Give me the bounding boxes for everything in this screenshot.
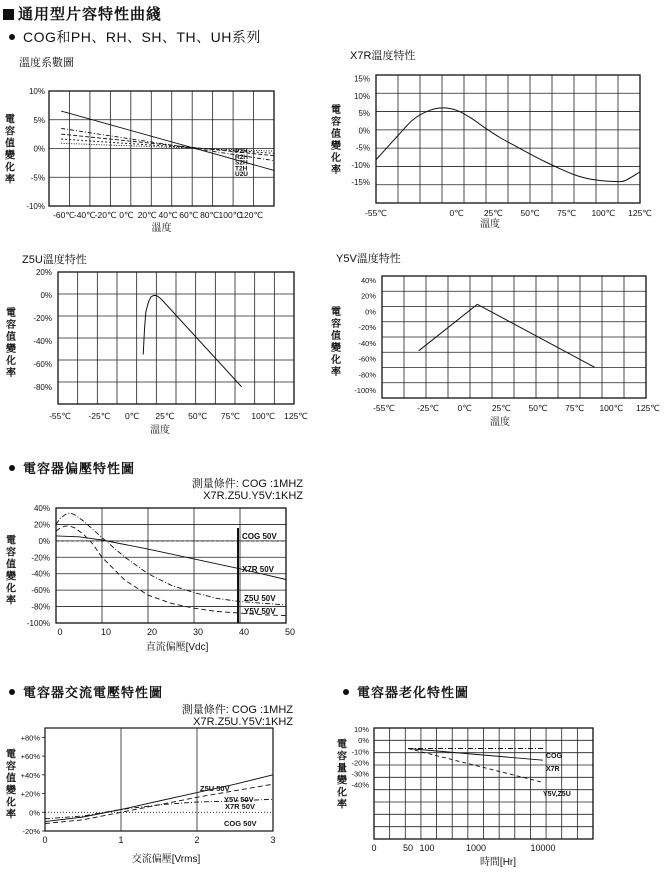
x-tick-label: 0℃ (119, 210, 134, 220)
y-tick-label: -10% (351, 160, 370, 170)
y-axis-label-char: 率 (331, 165, 341, 176)
y-axis-label-char: 化 (6, 583, 16, 595)
y-axis-label-char: 變 (337, 775, 347, 787)
page-title: 通用型片容特性曲綫 (3, 3, 162, 24)
x-tick-label: 30 (192, 627, 204, 637)
x-axis-label: 直流偏壓[Vdc] (145, 642, 209, 653)
y-axis-label (330, 103, 341, 176)
x-tick-label: 40 (238, 627, 250, 637)
y-tick-label: +80% (20, 733, 40, 743)
series-label: COG 50V (224, 819, 257, 828)
y-tick-label: -100% (354, 386, 376, 396)
y-axis-label-char: 率 (337, 799, 347, 811)
x-tick-label: 2 (194, 835, 200, 845)
y-tick-label: 5% (358, 109, 370, 119)
y-tick-label: 0% (40, 290, 52, 300)
y-axis-label-char: 電 (337, 739, 347, 751)
x-tick-label: 0℃ (449, 208, 464, 218)
y-axis-label-char: 變 (6, 785, 16, 797)
y-axis-label-char: 電 (5, 114, 15, 126)
y-tick-label: -40% (351, 780, 369, 790)
y-axis-label (330, 305, 341, 378)
grid (374, 728, 593, 839)
x-tick-label: -25℃ (417, 403, 439, 413)
y-axis-label-char: 變 (6, 571, 16, 583)
y-tick-label: -15% (351, 178, 370, 188)
y-tick-label: -80% (358, 370, 376, 380)
series-line-y5v (419, 304, 595, 367)
series-label: R2H (235, 153, 249, 161)
series-label: Z5U 50V (200, 784, 230, 793)
x-tick-label: -25℃ (88, 411, 111, 421)
series-label: S2H (235, 159, 248, 167)
series-label: X7R (546, 766, 560, 773)
x-tick-label: 0 (57, 627, 63, 637)
y-tick-label: -40% (358, 338, 376, 348)
grid (58, 272, 294, 404)
series-label: U2U (235, 171, 249, 179)
x-tick-label: -60℃ (53, 210, 75, 220)
y-tick-label: -5% (355, 143, 370, 153)
x-tick-label: 50℃ (188, 411, 208, 421)
y-axis-label (4, 113, 15, 186)
y-tick-label: 10% (353, 91, 370, 101)
y-tick-label: 0% (33, 144, 45, 154)
y-axis-label-char: 容 (331, 319, 341, 330)
page-subtitle: COG和PH、RH、SH、TH、UH系列 (9, 27, 261, 47)
ac-condition-line: 測量條件: COG :1MHZ (181, 704, 293, 716)
y-tick-label: -20% (31, 553, 50, 563)
y-tick-label: -80% (33, 382, 52, 392)
x-tick-label: 40℃ (158, 210, 178, 220)
y-tick-label: -60% (33, 359, 52, 369)
y-tick-label: 10% (28, 87, 45, 96)
ac-section-title: 電容器交流電壓特性圖 (9, 682, 163, 701)
y-tick-label: -10% (26, 202, 45, 211)
x-tick-label: 25℃ (483, 208, 503, 218)
grid (382, 276, 646, 398)
x-tick-label: 0℃ (124, 411, 140, 421)
y-tick-label: -60% (31, 586, 50, 596)
y-axis-label-char: 值 (331, 331, 341, 342)
x-tick-label: 100℃ (599, 403, 624, 413)
x-tick-label: 100℃ (251, 411, 276, 421)
z5u-temp-chart (0, 262, 330, 437)
y-tick-label: 5% (33, 115, 45, 125)
y-axis-label-char: 值 (6, 559, 16, 571)
y-tick-label: 15% (353, 74, 370, 84)
x-tick-label: 0 (371, 843, 377, 853)
x-tick-label: -55℃ (365, 208, 387, 218)
y-axis-label-char: 值 (5, 138, 15, 150)
x-tick-label: 10000 (530, 843, 556, 853)
x-tick-label: -55℃ (49, 411, 71, 421)
x-axis-label: 交流偏壓[Vrms] (131, 854, 201, 865)
y-axis-label-char: 值 (331, 129, 341, 140)
x-tick-label: 0℃ (457, 403, 472, 413)
y-axis-label-char: 率 (6, 368, 16, 379)
y-axis-label-char: 率 (5, 174, 15, 186)
series-line-z5u (143, 296, 241, 387)
y-tick-label: 0% (38, 536, 50, 546)
bullet-icon (9, 34, 15, 40)
x-axis-label: 溫度 (480, 219, 500, 230)
y-tick-label: -20% (33, 313, 52, 323)
x-tick-label: 50℃ (520, 208, 540, 218)
y-axis-label (5, 534, 16, 607)
x-tick-label: -20℃ (94, 210, 117, 220)
y5v-temp-chart (325, 268, 669, 438)
x-tick-label: -55℃ (373, 403, 395, 413)
y-axis-label (336, 738, 347, 811)
y-tick-label: -60% (358, 354, 376, 364)
y-axis-label-char: 化 (331, 355, 341, 366)
y-tick-label: +20% (20, 789, 40, 799)
x-tick-label: 125℃ (628, 208, 652, 218)
x-tick-label: 20 (146, 627, 158, 637)
x-tick-label: 1000 (465, 843, 487, 853)
square-bullet-icon (3, 9, 14, 20)
bias-condition-line: X7R.Z5U.Y5V:1KHZ (203, 490, 303, 502)
series-label: X7R 50V (242, 565, 275, 574)
x-tick-label: 25℃ (155, 411, 175, 421)
x-tick-label: 10 (100, 627, 112, 637)
plot-frame (45, 728, 273, 831)
y-axis-label-char: 率 (331, 367, 341, 378)
y-axis-label-char: 容 (6, 761, 16, 773)
y-axis-label-char: 電 (6, 749, 16, 761)
y-axis-label (5, 748, 16, 821)
y-axis-label-char: 電 (331, 307, 341, 318)
y-tick-label: -20% (358, 323, 376, 333)
bias-condition-line: 測量條件: COG :1MHZ (191, 478, 303, 490)
chart-title-cog-temp: 溫度系數圖 (19, 57, 74, 69)
aging-chart (325, 725, 625, 874)
y-axis-label-char: 化 (5, 162, 15, 174)
series-line (56, 513, 286, 605)
y-tick-label: -20% (351, 758, 369, 768)
y-tick-label: 40% (33, 504, 50, 513)
x-tick-label: 125℃ (636, 403, 660, 413)
y-tick-label: 0% (365, 307, 376, 317)
x-tick-label: 20℃ (137, 210, 157, 220)
x-axis-label: 溫度 (151, 223, 172, 234)
aging-section-title: 電容器老化特性圖 (343, 682, 469, 701)
y-axis-label-char: 變 (331, 343, 341, 354)
x-tick-label: 125℃ (284, 411, 308, 421)
y-tick-label: -100% (26, 619, 50, 628)
x-axis-label: 溫度 (490, 417, 510, 428)
x-tick-label: 100℃ (218, 210, 243, 220)
series-label: P2H (235, 148, 248, 155)
x-tick-label: 80℃ (200, 210, 220, 220)
x-tick-label: 120℃ (239, 210, 264, 220)
y-axis-label-char: 量 (337, 763, 347, 775)
dc-bias-chart (0, 500, 310, 660)
y-axis-label-char: 率 (6, 809, 16, 821)
y-tick-label: -40% (33, 336, 52, 346)
y-tick-label: -10% (351, 747, 369, 757)
y-axis-label-char: 電 (331, 105, 341, 116)
y-axis-label-char: 容 (331, 117, 341, 128)
y-tick-label: -20% (22, 827, 40, 836)
bullet-icon (9, 689, 15, 695)
y-axis-label (5, 306, 16, 379)
y-axis-label-char: 電 (6, 535, 16, 547)
x-tick-label: 50℃ (528, 403, 548, 413)
y-axis-label-char: 化 (6, 356, 16, 367)
chart-title-x7r-temp: X7R溫度特性 (350, 50, 416, 62)
y-axis-label-char: 變 (331, 141, 341, 152)
y-tick-label: 0% (358, 736, 369, 746)
y-tick-label: 10% (353, 725, 369, 735)
y-tick-label: -5% (30, 173, 45, 183)
y-axis-label-char: 化 (6, 797, 16, 809)
y-tick-label: 0% (358, 126, 370, 136)
bias-conditions (128, 478, 303, 502)
x-tick-label: 100 (419, 843, 435, 853)
series-label: X7R 50V (225, 802, 256, 811)
x-axis-label: 時間[Hr] (479, 857, 517, 868)
series-line (408, 749, 543, 761)
y-tick-label: +60% (20, 752, 40, 762)
series-label: Y5V 50V (244, 607, 276, 616)
y-axis-label-char: 值 (6, 773, 16, 785)
series-label: T2H (235, 165, 248, 173)
x-tick-label: 3 (270, 835, 276, 845)
bullet-icon (343, 689, 349, 695)
y-axis-label-char: 電 (6, 308, 16, 319)
x-tick-label: 50 (402, 843, 414, 853)
y-tick-label: +40% (20, 770, 40, 780)
x-tick-label: 25℃ (491, 403, 511, 413)
y-axis-label-char: 容 (6, 320, 16, 331)
x-tick-label: -40℃ (73, 210, 96, 220)
x-tick-label: 0 (42, 835, 48, 845)
x-tick-label: 60℃ (179, 210, 199, 220)
y-tick-label: -80% (31, 602, 50, 612)
x-tick-label: 50 (284, 627, 296, 637)
series-label: Y5V 50V (224, 795, 254, 804)
x-tick-label: 75℃ (565, 403, 585, 413)
series-label: Z5U 50V (244, 594, 276, 603)
x-tick-label: 75℃ (557, 208, 577, 218)
grid (376, 75, 640, 203)
chart-title-y5v-temp: Y5V溫度特性 (336, 253, 401, 265)
y-axis-label-char: 化 (331, 153, 341, 164)
series-label: COG (546, 753, 562, 760)
bias-section-title: 電容器偏壓特性圖 (9, 458, 135, 477)
y-axis-label-char: 率 (6, 595, 16, 607)
chart-title-z5u-temp: Z5U溫度特性 (22, 254, 87, 266)
cog-temp-chart (0, 80, 300, 240)
y-tick-label: 0% (29, 808, 40, 818)
x-axis-label: 溫度 (150, 425, 170, 436)
y-axis-label-char: 值 (6, 332, 16, 343)
y-tick-label: -40% (31, 569, 50, 579)
y-tick-label: 40% (360, 275, 376, 285)
y-tick-label: 20% (35, 268, 52, 277)
x7r-temp-chart (325, 65, 665, 235)
y-tick-label: -30% (351, 769, 369, 779)
y-axis-label-char: 容 (337, 751, 347, 763)
y-axis-label-char: 容 (6, 547, 16, 559)
x-tick-label: 75℃ (220, 411, 240, 421)
series-label: Y5V,Z5U (543, 791, 571, 798)
y-tick-label: 20% (360, 291, 376, 301)
bullet-icon (9, 465, 15, 471)
y-axis-label-char: 變 (6, 344, 16, 355)
ac-voltage-chart (0, 720, 300, 874)
y-axis-label-char: 變 (5, 150, 15, 162)
series-label: COG 50V (242, 532, 277, 541)
ac-condition-line: X7R.Z5U.Y5V:1KHZ (193, 716, 293, 728)
y-axis-label-char: 化 (337, 787, 347, 799)
y-axis-label-char: 容 (5, 126, 15, 138)
x-tick-label: 1 (118, 835, 124, 845)
y-tick-label: 20% (33, 520, 50, 530)
x-tick-label: 100℃ (591, 208, 616, 218)
